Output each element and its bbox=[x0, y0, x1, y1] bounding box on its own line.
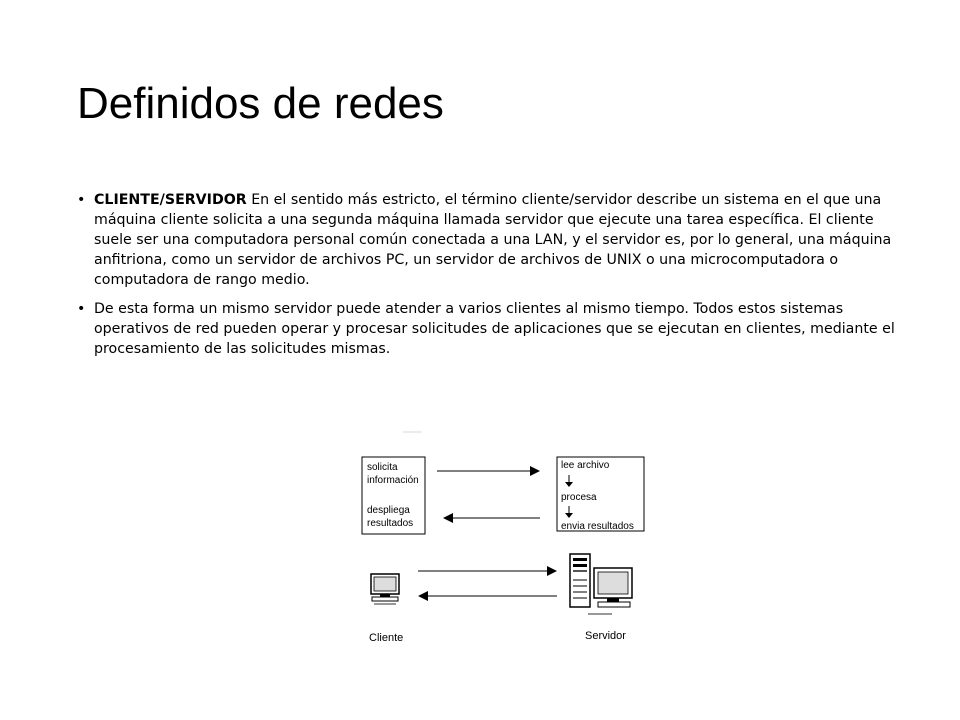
response-arrow-head bbox=[443, 513, 453, 523]
server-caption: Servidor bbox=[585, 630, 626, 642]
server-box-step2: procesa bbox=[561, 492, 597, 503]
client-caption: Cliente bbox=[369, 632, 404, 644]
client-box-line2: información bbox=[367, 475, 419, 486]
network-arrow-left-head bbox=[418, 591, 428, 601]
client-computer-icon bbox=[371, 574, 399, 604]
bullet-dot: • bbox=[77, 192, 86, 208]
bullet-dot: • bbox=[77, 301, 86, 317]
bullet-bold-lead: CLIENTE/SERVIDOR bbox=[94, 192, 247, 208]
bullet-text: En el sentido más estricto, el término cliente/servidor describe un sistema en el que una máquina cliente solicita a una segunda máquina llamada servidor que ejecute una tarea específica. El cliente suele ser una computadora personal común conectada a una LAN, y el servidor es, por lo general, una máquina anfitriona, como un servidor de archivos PC, un servidor de archivos de UNIX o una microcomputadora o computadora de rango medio. bbox=[94, 192, 892, 288]
network-arrow-right-head bbox=[547, 566, 557, 576]
server-computer-icon bbox=[570, 554, 632, 614]
client-box-line1: solicita bbox=[367, 462, 398, 473]
bullet-text: De esta forma un mismo servidor puede atender a varios clientes al mismo tiempo. Todos estos sistemas operativos de red pueden operar y procesar solicitudes de aplicaciones que se ejecutan en clientes, mediante el procesamiento de las solicitudes mismas. bbox=[94, 301, 895, 357]
client-box-line3: despliega bbox=[367, 505, 410, 516]
server-box-step1: lee archivo bbox=[561, 460, 610, 471]
server-box-step3: envia resultados bbox=[561, 521, 634, 532]
slide-title: Definidos de redes bbox=[77, 79, 444, 128]
client-box-line4: resultados bbox=[367, 518, 414, 529]
request-arrow-head bbox=[530, 466, 540, 476]
